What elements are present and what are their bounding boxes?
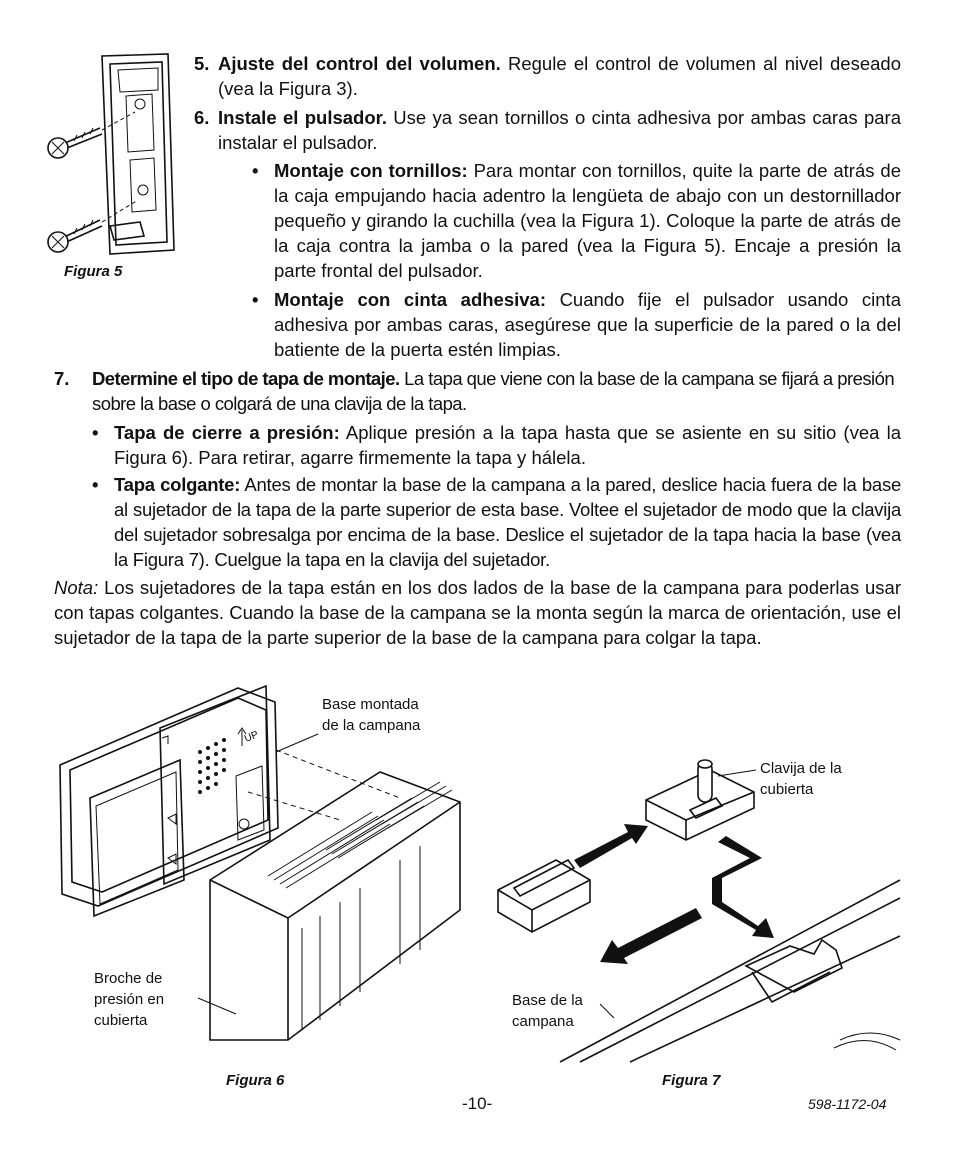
bullet-tape-body: Cuando fije el pulsador usando cinta adhesiva por ambas caras, asegúrese que la superficie de la pared o la del batiente de la puerta estén limpias.: [274, 289, 901, 360]
figure-7-caption: Figura 7: [662, 1072, 721, 1089]
step-6-number: 6.: [194, 107, 210, 128]
step-7-bullet-snap: [114, 420, 901, 470]
step-7-number: 7.: [54, 368, 70, 389]
step-5-body: Regule el control de volumen al nivel deseado (vea la Figura 3).: [218, 53, 901, 99]
bullet-hanging-heading: Tapa colgante:: [114, 474, 241, 495]
step-5-text: [218, 51, 901, 101]
fig6-label-snap: [94, 968, 164, 1031]
fig6-label-base: [322, 694, 420, 736]
label-line: Clavija de la: [760, 760, 842, 777]
bullet-hanging-body: Antes de montar la base de la campana a la pared, deslice hacia fuera de la base al sujetador de la tapa de la parte superior de esta base. Voltee el sujetador de modo que la clavija del sujetador sobresalga por encima de la base. Deslice el sujetador de la tapa hacia la base (vea la Figura 7). Cuelgue la tapa en la clavija del sujetador.: [114, 474, 901, 570]
note-label: Nota:: [54, 577, 99, 598]
document-code: 598-1172-04: [808, 1096, 887, 1112]
step-7-text: [92, 366, 907, 416]
bullet-mark: •: [252, 289, 259, 310]
bullet-screws-heading: Montaje con tornillos:: [274, 160, 468, 181]
bullet-mark: •: [252, 160, 259, 181]
label-line: cubierta: [760, 781, 814, 798]
fig7-label-peg: [760, 758, 842, 800]
fig7-label-base: [512, 990, 583, 1032]
label-line: Base montada: [322, 696, 419, 713]
bullet-screws-body: Para montar con tornillos, quite la parte de atrás de la caja empujando hacia adentro la lengüeta de abajo con un destornillador pequeño y girando la cuchilla (vea la Figura 1). Coloque la parte de atrás de la caja contra la jamba o la pared (vea la Figura 5). Encaje a presión la parte frontal del pulsador.: [274, 160, 901, 281]
figure-5-caption: Figura 5: [64, 263, 123, 280]
note-paragraph: [54, 575, 901, 650]
label-line: presión en: [94, 991, 165, 1008]
step-7-bullet-hanging: [114, 472, 901, 572]
figure-6-caption: Figura 6: [226, 1072, 285, 1089]
screw-icon: [48, 112, 135, 158]
step-6-heading: Instale el pulsador.: [218, 107, 387, 128]
bullet-tape-heading: Montaje con cinta adhesiva:: [274, 289, 546, 310]
step-6-bullet-screws: [274, 158, 901, 283]
label-line: Broche de: [94, 970, 163, 987]
step-7-body: La tapa que viene con la base de la campana se fijará a presión sobre la base o colgará de una clavija de la tapa.: [92, 368, 895, 414]
bullet-snap-heading: Tapa de cierre a presión:: [114, 422, 340, 443]
figure-5-illustration: [40, 50, 190, 265]
label-line: cubierta: [94, 1012, 148, 1029]
note-body: Los sujetadores de la tapa están en los dos lados de la base de la campana para poderlas usar con tapas colgantes. Cuando la base de la campana se la monta según la marca de orientación, use el sujetador de la tapa de la parte superior de la base de la campana para colgar la tapa.: [54, 577, 901, 648]
bullet-snap-body: Aplique presión a la tapa hasta que se asiente en su sitio (vea la Figura 6). Para retirar, agarre firmemente la tapa y hálela.: [114, 422, 901, 468]
bullet-mark: •: [92, 422, 99, 443]
bullet-mark: •: [92, 474, 99, 495]
step-5-heading: Ajuste del control del volumen.: [218, 53, 501, 74]
label-line: de la campana: [322, 717, 421, 734]
step-7-heading: Determine el tipo de tapa de montaje.: [92, 368, 400, 389]
step-6-body: Use ya sean tornillos o cinta adhesiva por ambas caras para instalar el pulsador.: [218, 107, 901, 153]
step-6-bullet-tape: [274, 287, 901, 362]
up-mark: UP: [243, 729, 261, 745]
label-line: Base de la: [512, 992, 583, 1009]
label-line: campana: [512, 1013, 574, 1030]
step-6-text: [218, 105, 901, 155]
page-number: -10-: [462, 1094, 493, 1113]
step-5-number: 5.: [194, 53, 210, 74]
